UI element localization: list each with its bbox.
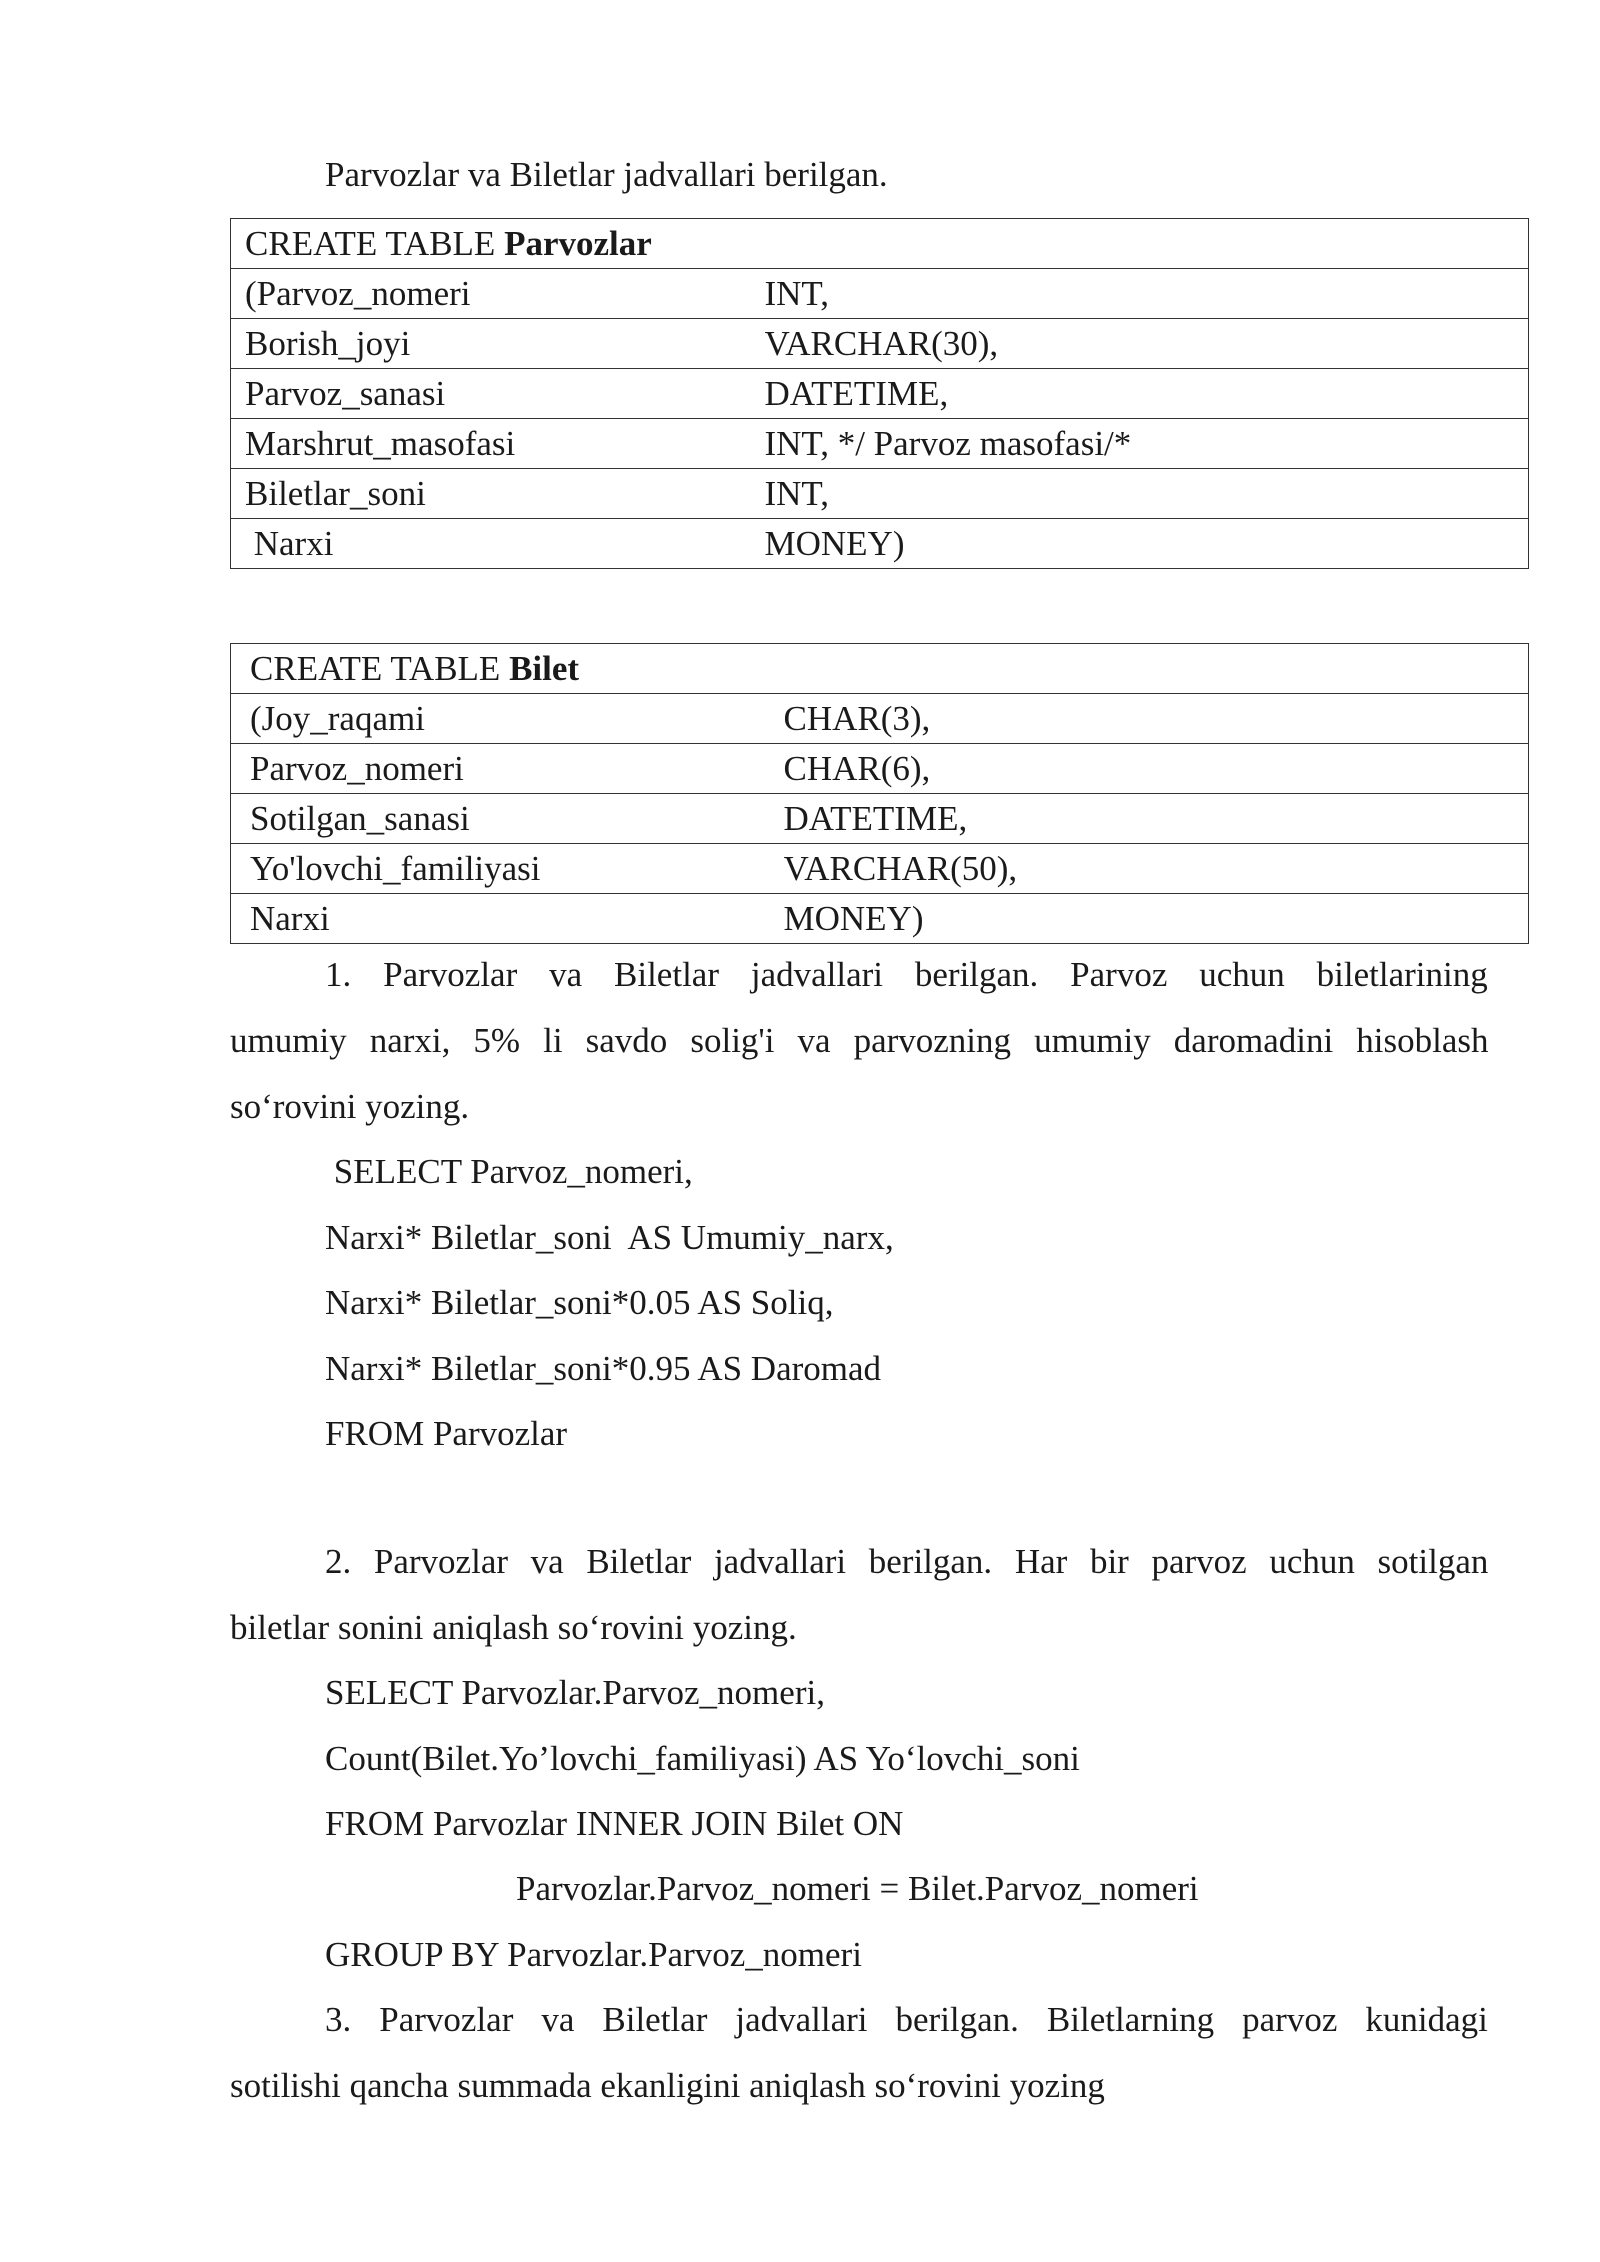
- column-type: CHAR(6),: [784, 744, 1529, 794]
- question-3-line-2: sotilishi qancha summada ekanligini aniqlash so‘rovini yozing: [230, 2066, 1105, 2105]
- column-name: Marshrut_masofasi: [231, 419, 765, 469]
- column-type: MONEY): [765, 519, 1529, 569]
- code-line: Parvozlar.Parvoz_nomeri = Bilet.Parvoz_nomeri: [516, 1869, 1199, 1908]
- code-line: Count(Bilet.Yo’lovchi_familiyasi) AS Yo‘lovchi_soni: [325, 1739, 1080, 1778]
- column-type: INT, */ Parvoz masofasi/*: [765, 419, 1529, 469]
- code-line: GROUP BY Parvozlar.Parvoz_nomeri: [325, 1935, 862, 1974]
- question-2-line-1: 2. Parvozlar va Biletlar jadvallari berilgan. Har bir parvoz uchun sotilgan: [325, 1542, 1489, 1581]
- code-line: Narxi* Biletlar_soni AS Umumiy_narx,: [325, 1218, 894, 1257]
- question-3-line-1: 3. Parvozlar va Biletlar jadvallari berilgan. Biletlarning parvoz kunidagi: [325, 2000, 1488, 2039]
- column-name: Narxi: [231, 894, 784, 944]
- table-row: [231, 894, 1529, 944]
- column-name: Sotilgan_sanasi: [231, 794, 784, 844]
- column-name: Parvoz_nomeri: [231, 744, 784, 794]
- create-table-parvozlar: [230, 218, 1529, 569]
- column-type: VARCHAR(50),: [784, 844, 1529, 894]
- code-line: SELECT Parvozlar.Parvoz_nomeri,: [325, 1673, 825, 1712]
- code-line: Narxi* Biletlar_soni*0.95 AS Daromad: [325, 1349, 882, 1388]
- column-type: CHAR(3),: [784, 694, 1529, 744]
- table-header-row: [231, 219, 1529, 269]
- column-name: (Parvoz_nomeri: [231, 269, 765, 319]
- column-name: Biletlar_soni: [231, 469, 765, 519]
- table-header-row: [231, 644, 1529, 694]
- table-row: [231, 794, 1529, 844]
- table-row: [231, 469, 1529, 519]
- table-row: [231, 269, 1529, 319]
- table-row: [231, 844, 1529, 894]
- column-type: INT,: [765, 269, 1529, 319]
- column-type: DATETIME,: [784, 794, 1529, 844]
- create-table-bilet: [230, 643, 1529, 944]
- table-header-prefix: CREATE TABLE: [250, 649, 510, 688]
- table-header-prefix: CREATE TABLE: [245, 224, 505, 263]
- intro-text: Parvozlar va Biletlar jadvallari berilgan.: [325, 155, 888, 194]
- code-line: Narxi* Biletlar_soni*0.05 AS Soliq,: [325, 1283, 834, 1322]
- question-1-line-2: umumiy narxi, 5% li savdo solig'i va parvozning umumiy daromadini hisoblash: [230, 1021, 1489, 1060]
- question-1-line-1: 1. Parvozlar va Biletlar jadvallari berilgan. Parvoz uchun biletlarining: [325, 955, 1488, 994]
- table-row: [231, 319, 1529, 369]
- table-row: [231, 369, 1529, 419]
- table-row: [231, 694, 1529, 744]
- column-name: Narxi: [231, 519, 765, 569]
- column-type: MONEY): [784, 894, 1529, 944]
- question-1-line-3: so‘rovini yozing.: [230, 1087, 470, 1126]
- question-2-line-2: biletlar sonini aniqlash so‘rovini yozing.: [230, 1608, 797, 1647]
- table-row: [231, 419, 1529, 469]
- column-name: Parvoz_sanasi: [231, 369, 765, 419]
- column-name: Borish_joyi: [231, 319, 765, 369]
- code-line: SELECT Parvoz_nomeri,: [325, 1152, 693, 1191]
- table-row: [231, 519, 1529, 569]
- table-header-name: Bilet: [509, 649, 580, 688]
- column-name: Yo'lovchi_familiyasi: [231, 844, 784, 894]
- column-type: DATETIME,: [765, 369, 1529, 419]
- column-type: INT,: [765, 469, 1529, 519]
- code-line: FROM Parvozlar INNER JOIN Bilet ON: [325, 1804, 904, 1843]
- table-row: [231, 744, 1529, 794]
- table-header-name: Parvozlar: [504, 224, 652, 263]
- code-line: FROM Parvozlar: [325, 1414, 568, 1453]
- column-type: VARCHAR(30),: [765, 319, 1529, 369]
- column-name: (Joy_raqami: [231, 694, 784, 744]
